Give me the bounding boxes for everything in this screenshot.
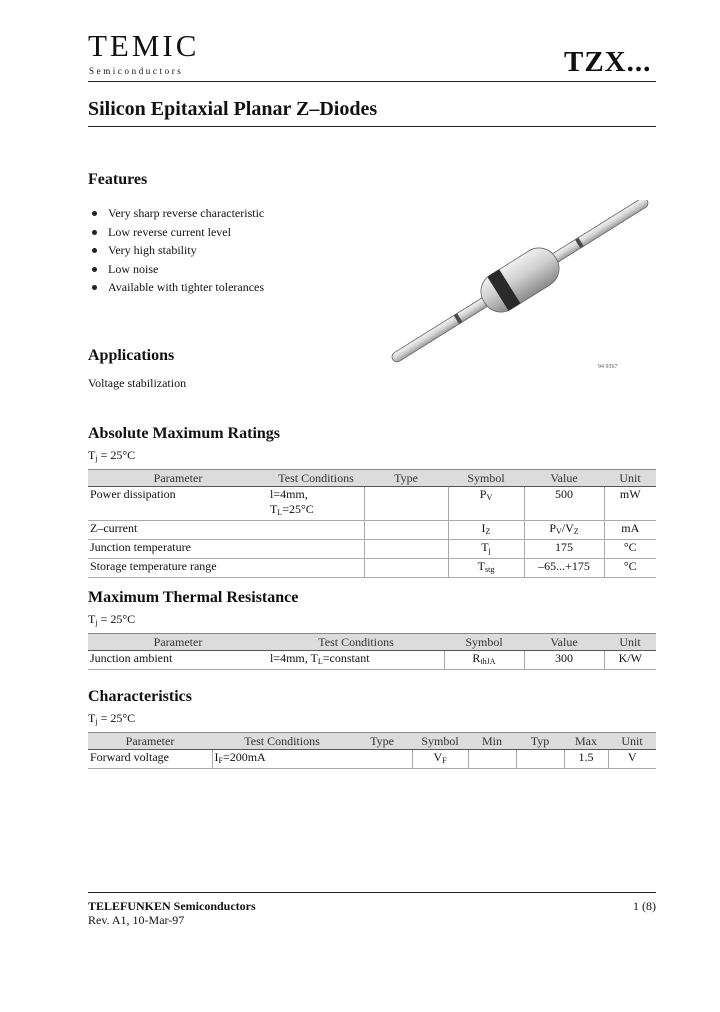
table-header-row: [88, 470, 656, 487]
document-title: Silicon Epitaxial Planar Z–Diodes: [88, 98, 378, 120]
column-header: Test Conditions: [268, 470, 364, 487]
test-condition-cell: l=4mm, $T_L=25^\circ C$: [268, 487, 364, 521]
page-number: 1 (8): [633, 899, 656, 913]
company-logo-subtitle: Semiconductors: [89, 66, 184, 76]
features-heading: Features: [88, 171, 148, 188]
column-header: Min: [468, 733, 516, 750]
title-rule: [88, 126, 656, 127]
table-row: Storage temperature range $T_{stg}$ –65...+175 °C: [88, 559, 656, 578]
column-header: Test Conditions: [268, 634, 444, 651]
column-header: Unit: [604, 634, 656, 651]
value-cell: $P_V/V_Z$: [524, 521, 604, 540]
symbol-cell: $T_j$: [448, 540, 524, 559]
symbol-cell: $R_{thJA}$: [444, 651, 524, 670]
test-condition-cell: l=4mm, $T_L=constant$: [268, 651, 444, 670]
table-row: Power dissipation l=4mm, $T_L=25^\circ C$ $P_V$ 500 mW: [88, 487, 656, 521]
abs-max-condition: $T_j = 25^\circ C$: [88, 448, 136, 463]
column-header: Symbol: [448, 470, 524, 487]
bullet-icon: [92, 211, 97, 216]
column-header: Type: [364, 470, 448, 487]
footer-revision: Rev. A1, 10-Mar-97: [88, 913, 185, 927]
column-header: Value: [524, 634, 604, 651]
thermal-condition: $T_j = 25^\circ C$: [88, 612, 136, 627]
footer-rule: [88, 892, 656, 893]
header-rule: [88, 81, 656, 82]
table-row: Z–current $I_Z$ $P_V/V_Z$ mA: [88, 521, 656, 540]
feature-item: Low reverse current level: [88, 223, 264, 242]
bullet-icon: [92, 230, 97, 235]
table-row: Junction ambient l=4mm, $T_L=constant$ $R_{thJA}$ 300 K/W: [88, 651, 656, 670]
symbol-cell: $P_V$: [448, 487, 524, 521]
column-header: Symbol: [412, 733, 468, 750]
test-condition-cell: $I_F=200mA$: [212, 750, 352, 769]
diode-image-caption: 94 9367: [598, 364, 618, 370]
company-logo: TEMIC: [88, 28, 200, 63]
characteristics-condition: $T_j = 25^\circ C$: [88, 711, 136, 726]
column-header: Unit: [604, 470, 656, 487]
column-header: Unit: [608, 733, 656, 750]
characteristics-heading: Characteristics: [88, 688, 192, 705]
table-header-row: [88, 634, 656, 651]
table-header-row: [88, 733, 656, 750]
abs-max-table: [88, 469, 656, 578]
feature-item: Very high stability: [88, 241, 264, 260]
column-header: Max: [564, 733, 608, 750]
column-header: Parameter: [88, 733, 212, 750]
thermal-heading: Maximum Thermal Resistance: [88, 589, 299, 606]
abs-max-heading: Absolute Maximum Ratings: [88, 425, 281, 442]
feature-item: Available with tighter tolerances: [88, 278, 264, 297]
characteristics-table: [88, 732, 656, 769]
table-row: Forward voltage $I_F=200mA$ $V_F$ 1.5 V: [88, 750, 656, 769]
bullet-icon: [92, 267, 97, 272]
part-number: TZX...: [564, 46, 652, 78]
thermal-table: [88, 633, 656, 670]
symbol-cell: $I_Z$: [448, 521, 524, 540]
table-row: Junction temperature $T_j$ 175 °C: [88, 540, 656, 559]
symbol-cell: $T_{stg}$: [448, 559, 524, 578]
column-header: Symbol: [444, 634, 524, 651]
feature-item: Low noise: [88, 260, 264, 279]
bullet-icon: [92, 285, 97, 290]
footer-company: TELEFUNKEN Semiconductors: [88, 899, 256, 913]
column-header: Parameter: [88, 470, 268, 487]
column-header: Value: [524, 470, 604, 487]
features-list: [88, 204, 264, 297]
bullet-icon: [92, 248, 97, 253]
applications-heading: Applications: [88, 347, 175, 364]
symbol-cell: $V_F$: [412, 750, 468, 769]
column-header: Typ: [516, 733, 564, 750]
column-header: Parameter: [88, 634, 268, 651]
column-header: Test Conditions: [212, 733, 352, 750]
applications-text: Voltage stabilization: [88, 376, 187, 390]
column-header: Type: [352, 733, 412, 750]
diode-illustration: [380, 200, 660, 370]
feature-item: Very sharp reverse characteristic: [88, 204, 264, 223]
